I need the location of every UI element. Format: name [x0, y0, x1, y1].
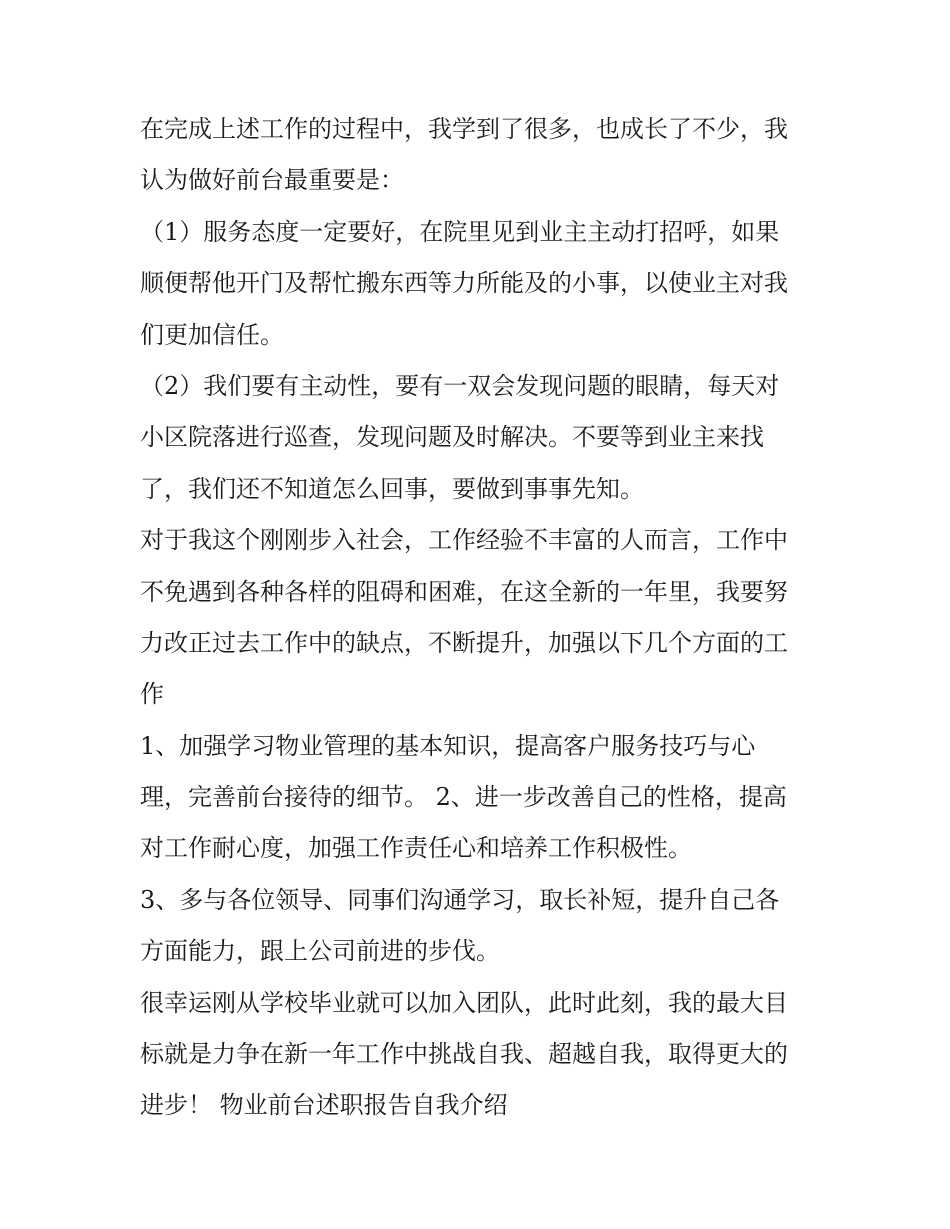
text-line-8: 了，我们还不知道怎么回事，要做到事事先知。: [140, 474, 644, 503]
text-line-16: 3、多与各位领导、同事们沟通学习，取长补短，提升自己各: [140, 885, 780, 914]
text-line-9: 对于我这个刚刚步入社会，工作经验不丰富的人而言，工作中: [140, 526, 788, 555]
text-line-5: 们更加信任。: [140, 320, 284, 349]
text-line-14: 理，完善前台接待的细节。 2、进一步改善自己的性格，提高: [140, 783, 787, 812]
text-line-18: 很幸运刚从学校毕业就可以加入团队，此时此刻，我的最大目: [140, 988, 788, 1017]
text-line-1: 在完成上述工作的过程中，我学到了很多，也成长了不少，我: [140, 115, 788, 143]
text-line-19: 标就是力争在新一年工作中挑战自我、超越自我，取得更大的: [140, 1040, 788, 1069]
text-line-3: （1）服务态度一定要好，在院里见到业主主动打招呼，如果: [140, 217, 780, 246]
text-line-2: 认为做好前台最重要是：: [140, 166, 404, 195]
document-body: [140, 104, 820, 1132]
text-line-20: 进步！ 物业前台述职报告自我介绍: [140, 1091, 508, 1120]
text-line-11: 力改正过去工作中的缺点，不断提升，加强以下几个方面的工: [140, 628, 788, 657]
text-line-6: （2）我们要有主动性，要有一双会发现问题的眼睛，每天对: [140, 371, 780, 400]
text-line-15: 对工作耐心度，加强工作责任心和培养工作积极性。: [140, 834, 692, 863]
text-line-13: 1、加强学习物业管理的基本知识，提高客户服务技巧与心: [140, 731, 756, 760]
text-line-7: 小区院落进行巡查，发现问题及时解决。不要等到业主来找: [140, 423, 764, 452]
text-line-4: 顺便帮他开门及帮忙搬东西等力所能及的小事，以使业主对我: [140, 269, 788, 298]
text-line-17: 方面能力，跟上公司前进的步伐。: [140, 937, 500, 966]
text-line-12: 作: [140, 680, 164, 709]
text-line-10: 不免遇到各种各样的阻碍和困难，在这全新的一年里，我要努: [140, 577, 788, 606]
